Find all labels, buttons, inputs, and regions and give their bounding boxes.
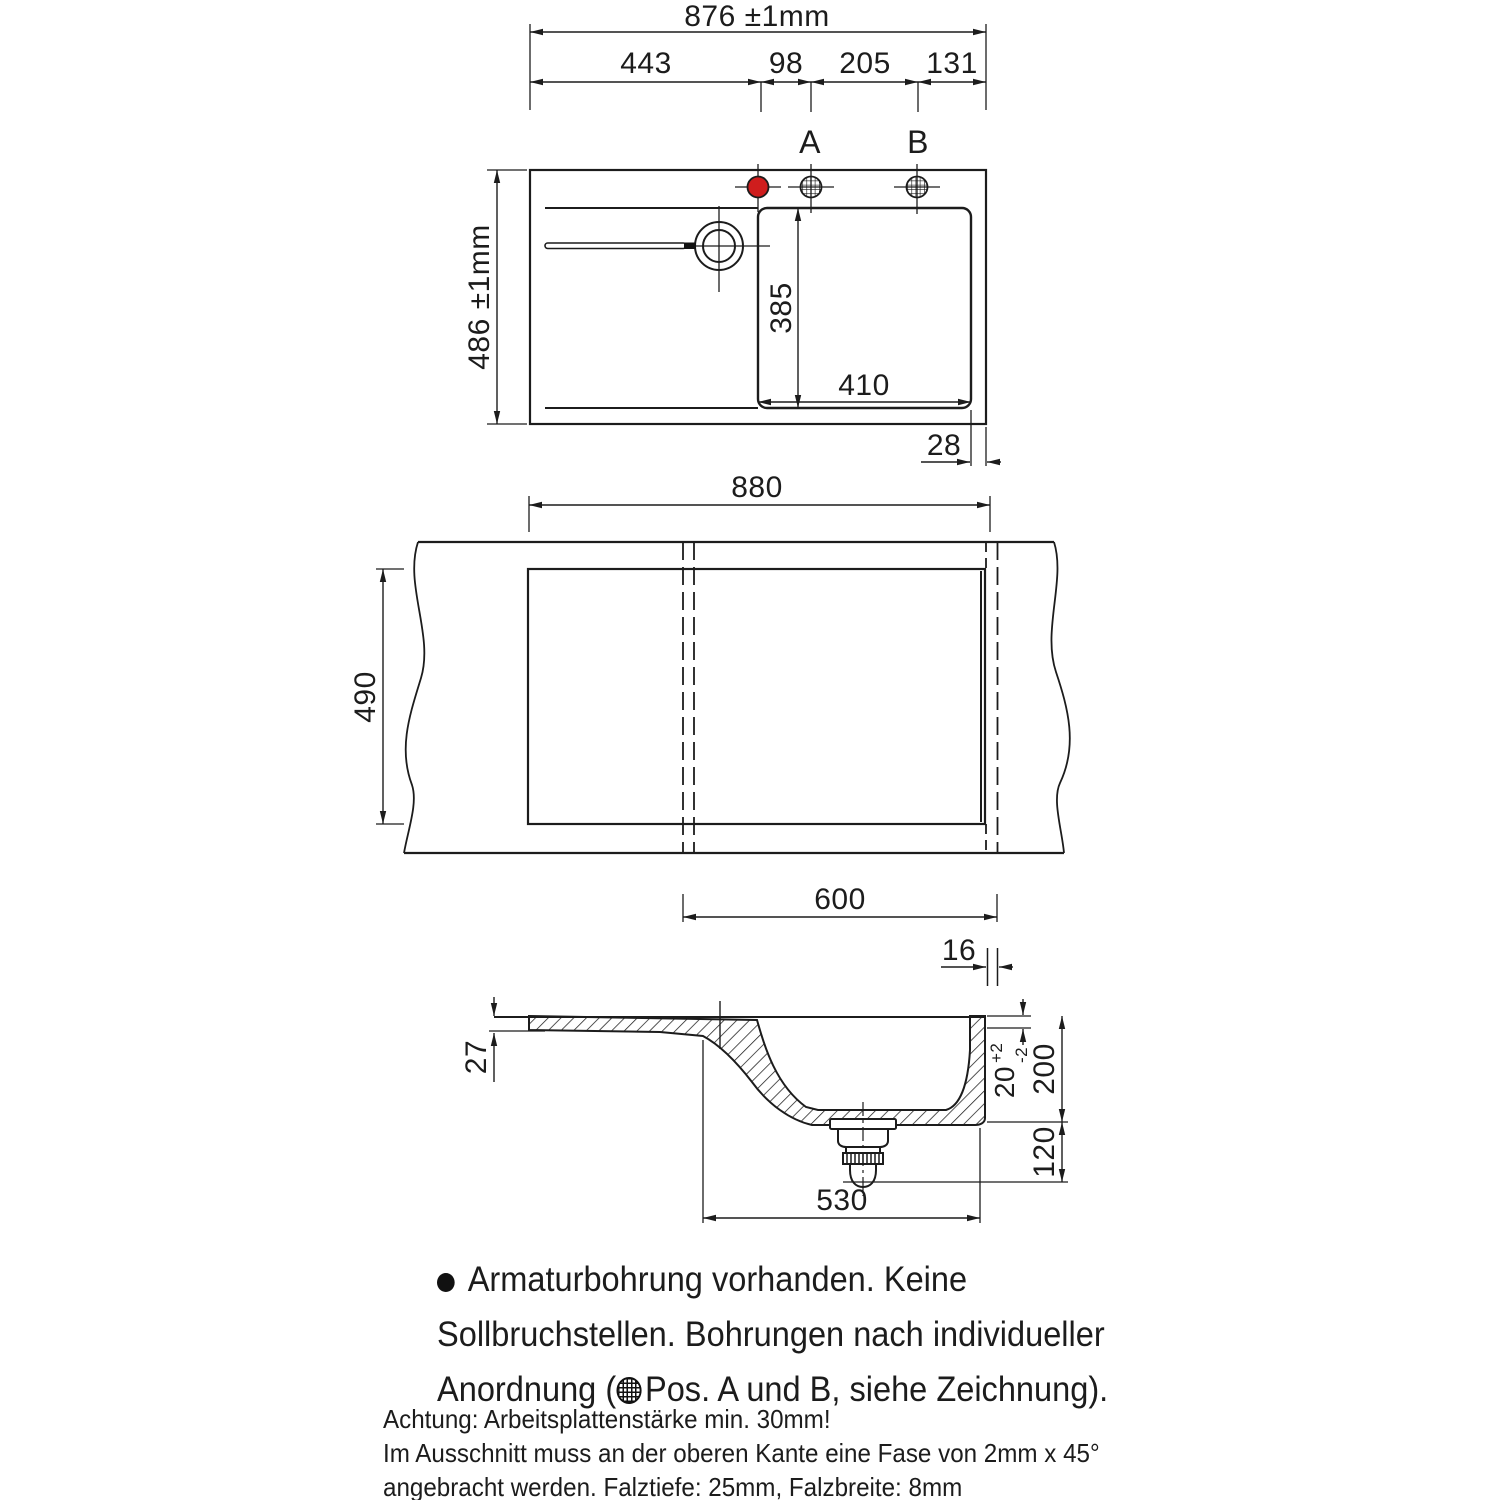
note-line-2: Im Ausschnitt muss an der oberen Kante eine Fase von 2mm x 45°	[383, 1438, 1100, 1468]
dim-label-205: 205	[839, 47, 891, 80]
filled-circle-icon	[437, 1273, 455, 1292]
break-line-left	[404, 542, 424, 853]
dim-label-200: 200	[1028, 1043, 1061, 1095]
dim-600	[683, 883, 997, 922]
red-hole-icon	[748, 177, 769, 198]
dim-490	[349, 569, 404, 824]
pos-a-label: A	[799, 124, 821, 160]
annotation-text: Armaturbohrung vorhanden. Keine	[467, 1260, 968, 1299]
dim-385	[765, 208, 798, 408]
top-view	[463, 0, 1001, 466]
dim-label-486: 486 ±1mm	[463, 224, 496, 370]
dim-label-490: 490	[349, 671, 382, 723]
dim-label-98: 98	[768, 47, 804, 80]
note-line-1: Achtung: Arbeitsplattenstärke min. 30mm!	[383, 1404, 831, 1434]
hatched-hole-icon	[801, 177, 822, 198]
hatched-hole-icon	[907, 177, 928, 198]
annotation-line-1	[437, 1252, 1144, 1307]
pos-a-hole	[788, 164, 834, 213]
dim-label-530: 530	[816, 1184, 868, 1217]
annotation-text: Sollbruchstellen. Bohrungen nach individueller	[437, 1315, 1105, 1354]
dim-label-16: 16	[941, 934, 977, 967]
dim-27	[460, 997, 545, 1082]
dim-label-20-minus: -2	[1012, 1046, 1031, 1063]
dim-label-20: 20	[989, 1066, 1020, 1099]
hatched-circle-icon	[616, 1377, 641, 1404]
dim-label-410: 410	[838, 369, 890, 402]
dim-label-131: 131	[926, 47, 978, 80]
dim-28	[921, 410, 1001, 466]
annotation-line-2	[437, 1307, 1144, 1362]
dim-20-tol	[987, 999, 1031, 1098]
faucet-lever-base	[684, 243, 696, 250]
dim-chain	[530, 47, 986, 112]
faucet-lever	[545, 243, 686, 249]
dim-label-20-plus: +2	[987, 1042, 1006, 1063]
armatur-hole-red	[735, 164, 781, 212]
dim-label-443: 443	[620, 47, 672, 80]
cutout-outline	[528, 569, 985, 824]
section-view	[460, 997, 1068, 1223]
note-line-3: angebracht werden. Falztiefe: 25mm, Falzbreite: 8mm	[383, 1472, 963, 1500]
pos-b-label: B	[907, 124, 929, 160]
dim-label-600: 600	[814, 883, 866, 916]
dim-880	[529, 471, 990, 532]
main-annotation	[437, 1252, 1144, 1417]
break-line-right	[1051, 542, 1069, 853]
dim-16	[941, 934, 1013, 986]
cutout-view	[349, 471, 1070, 986]
dim-label-876: 876 ±1mm	[684, 0, 830, 33]
dim-label-880: 880	[731, 471, 783, 504]
pos-b-hole	[894, 164, 940, 214]
dim-410	[758, 369, 971, 402]
dim-label-27: 27	[460, 1039, 493, 1075]
dim-label-120: 120	[1028, 1126, 1061, 1178]
annotation-text: Pos. A und B, siehe Zeichnung).	[644, 1370, 1109, 1409]
dim-label-28: 28	[926, 429, 962, 462]
annotation-text: Anordnung (	[437, 1370, 617, 1409]
caution-note	[383, 1402, 1127, 1500]
faucet-symbol	[545, 206, 770, 292]
dim-486	[463, 170, 527, 424]
dim-label-385: 385	[765, 282, 798, 334]
sink-shell-section	[529, 1016, 985, 1125]
